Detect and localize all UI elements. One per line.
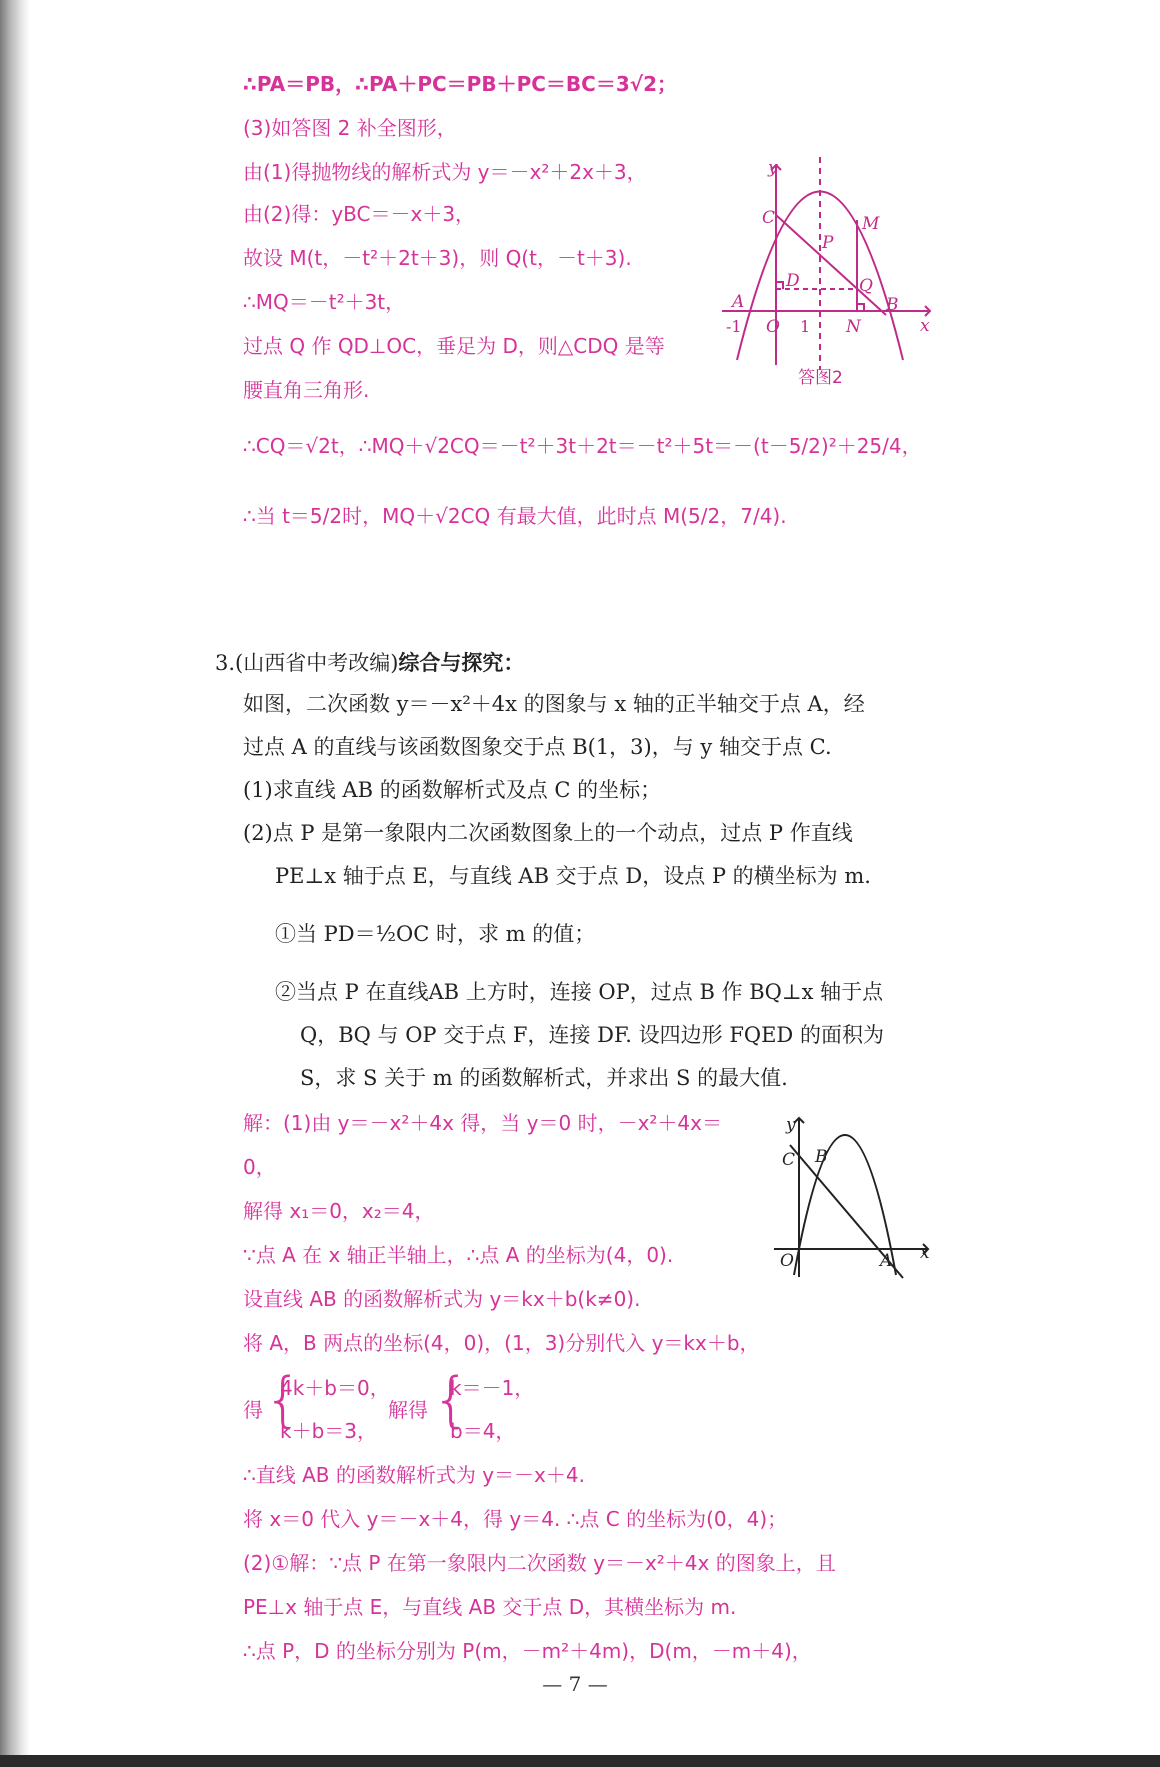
solution-line: ∴直线 AB 的函数解析式为 y＝－x＋4. xyxy=(243,1463,585,1487)
system-eq-2: k＋b＝3， xyxy=(280,1419,378,1443)
problem-line: ①当 PD＝½OC 时，求 m 的值； xyxy=(275,922,596,946)
label-d: D xyxy=(786,271,800,291)
figure-2-svg xyxy=(722,155,937,390)
label-b: B xyxy=(886,295,899,315)
problem-line: ②当点 P 在直线AB 上方时，连接 OP，过点 B 作 BQ⊥x 轴于点 xyxy=(275,980,884,1004)
label-c: C xyxy=(762,208,776,228)
system-eq-1: 4k＋b＝0， xyxy=(280,1376,390,1400)
problem-line: Q，BQ 与 OP 交于点 F，连接 DF. 设四边形 FQED 的面积为 xyxy=(300,1023,884,1047)
label-minus-one: -1 xyxy=(726,317,742,336)
answer-line: (3)如答图 2 补全图形， xyxy=(243,116,457,140)
solution-line: 设直线 AB 的函数解析式为 y＝kx＋b(k≠0). xyxy=(243,1287,641,1311)
page-edge-shadow xyxy=(0,0,30,1767)
label-a: A xyxy=(880,1251,893,1271)
answer-line: ∴MQ＝－t²＋3t， xyxy=(243,290,406,314)
answer-line: 故设 M(t，－t²＋2t＋3)，则 Q(t，－t＋3). xyxy=(243,246,632,270)
bottom-bar xyxy=(0,1755,1160,1767)
figure-3-svg xyxy=(770,1112,938,1282)
label-c: C xyxy=(782,1150,796,1170)
solution-line: ∴点 P，D 的坐标分别为 P(m，－m²＋4m)，D(m，－m＋4)， xyxy=(243,1639,812,1663)
label-y: y xyxy=(786,1115,796,1135)
solution-line: (2)①解：∵点 P 在第一象限内二次函数 y＝－x²＋4x 的图象上，且 xyxy=(243,1551,836,1575)
label-o: O xyxy=(780,1251,794,1271)
system-prefix: 得 xyxy=(243,1398,263,1422)
label-b: B xyxy=(815,1147,828,1167)
label-q: Q xyxy=(859,276,873,296)
label-x: x xyxy=(920,316,930,336)
problem-line: 如图，二次函数 y＝－x²＋4x 的图象与 x 轴的正半轴交于点 A，经 xyxy=(243,692,865,716)
right-angle-n xyxy=(857,304,864,311)
answer-line: ∴PA＝PB，∴PA＋PC＝PB＋PC＝BC＝3√2； xyxy=(243,72,678,96)
problem-line: PE⊥x 轴于点 E，与直线 AB 交于点 D，设点 P 的横坐标为 m. xyxy=(275,864,871,888)
answer-line: 由(1)得抛物线的解析式为 y＝－x²＋2x＋3， xyxy=(243,160,647,184)
label-a: A xyxy=(732,292,745,312)
problem-source: 3.(山西省中考改编) xyxy=(215,651,399,675)
label-m: M xyxy=(862,214,880,234)
answer-line: ∴当 t＝5/2时，MQ＋√2CQ 有最大值，此时点 M(5/2，7/4). xyxy=(243,504,787,528)
answer-line: ∴CQ＝√2t，∴MQ＋√2CQ＝－t²＋3t＋2t＝－t²＋5t＝－(t－5/2)²＋25/4， xyxy=(243,434,922,458)
right-brace: { xyxy=(432,1365,471,1435)
label-one: 1 xyxy=(800,317,811,336)
solution-line: ∵点 A 在 x 轴正半轴上，∴点 A 的坐标为(4，0). xyxy=(243,1243,674,1267)
solution-line: 将 A，B 两点的坐标(4，0)，(1，3)分别代入 y＝kx＋b， xyxy=(243,1331,760,1355)
solution-line: 将 x＝0 代入 y＝－x＋4，得 y＝4. ∴点 C 的坐标为(0，4)； xyxy=(243,1507,788,1531)
solution-line: 0， xyxy=(243,1155,276,1179)
problem-heading xyxy=(215,652,524,674)
label-o: O xyxy=(766,317,780,337)
problem-line: 过点 A 的直线与该函数图象交于点 B(1，3)，与 y 轴交于点 C. xyxy=(243,735,832,759)
page-number: — 7 — xyxy=(542,1672,608,1696)
solution-line: 解得 x₁＝0，x₂＝4， xyxy=(243,1199,435,1223)
answer-line: 过点 Q 作 QD⊥OC，垂足为 D，则△CDQ 是等 xyxy=(243,334,665,358)
problem-line: (2)点 P 是第一象限内二次函数图象上的一个动点，过点 P 作直线 xyxy=(243,821,853,845)
left-brace: { xyxy=(264,1365,303,1435)
system-result-1: k＝－1， xyxy=(450,1376,535,1400)
solution-line: 解：(1)由 y＝－x²＋4x 得，当 y＝0 时，－x²＋4x＝ xyxy=(243,1111,722,1135)
problem-line: (1)求直线 AB 的函数解析式及点 C 的坐标； xyxy=(243,778,662,802)
label-x: x xyxy=(920,1243,930,1263)
problem-line: S，求 S 关于 m 的函数解析式，并求出 S 的最大值. xyxy=(300,1066,788,1090)
label-n: N xyxy=(846,317,861,337)
label-p: P xyxy=(822,233,834,253)
system-solve-label: 解得 xyxy=(388,1398,428,1422)
problem-3-figure xyxy=(770,1112,938,1282)
system-result-2: b＝4， xyxy=(450,1419,516,1443)
figure-2-caption: 答图2 xyxy=(798,368,843,388)
answer-line: 腰直角三角形. xyxy=(243,378,370,402)
label-y: y xyxy=(768,158,778,178)
answer-line: 由(2)得：yBC＝－x＋3， xyxy=(243,202,476,226)
parabola-figure-2 xyxy=(722,155,937,390)
problem-title: 综合与探究： xyxy=(398,650,525,675)
right-angle-d xyxy=(776,282,783,289)
solution-line: PE⊥x 轴于点 E，与直线 AB 交于点 D，其横坐标为 m. xyxy=(243,1595,737,1619)
